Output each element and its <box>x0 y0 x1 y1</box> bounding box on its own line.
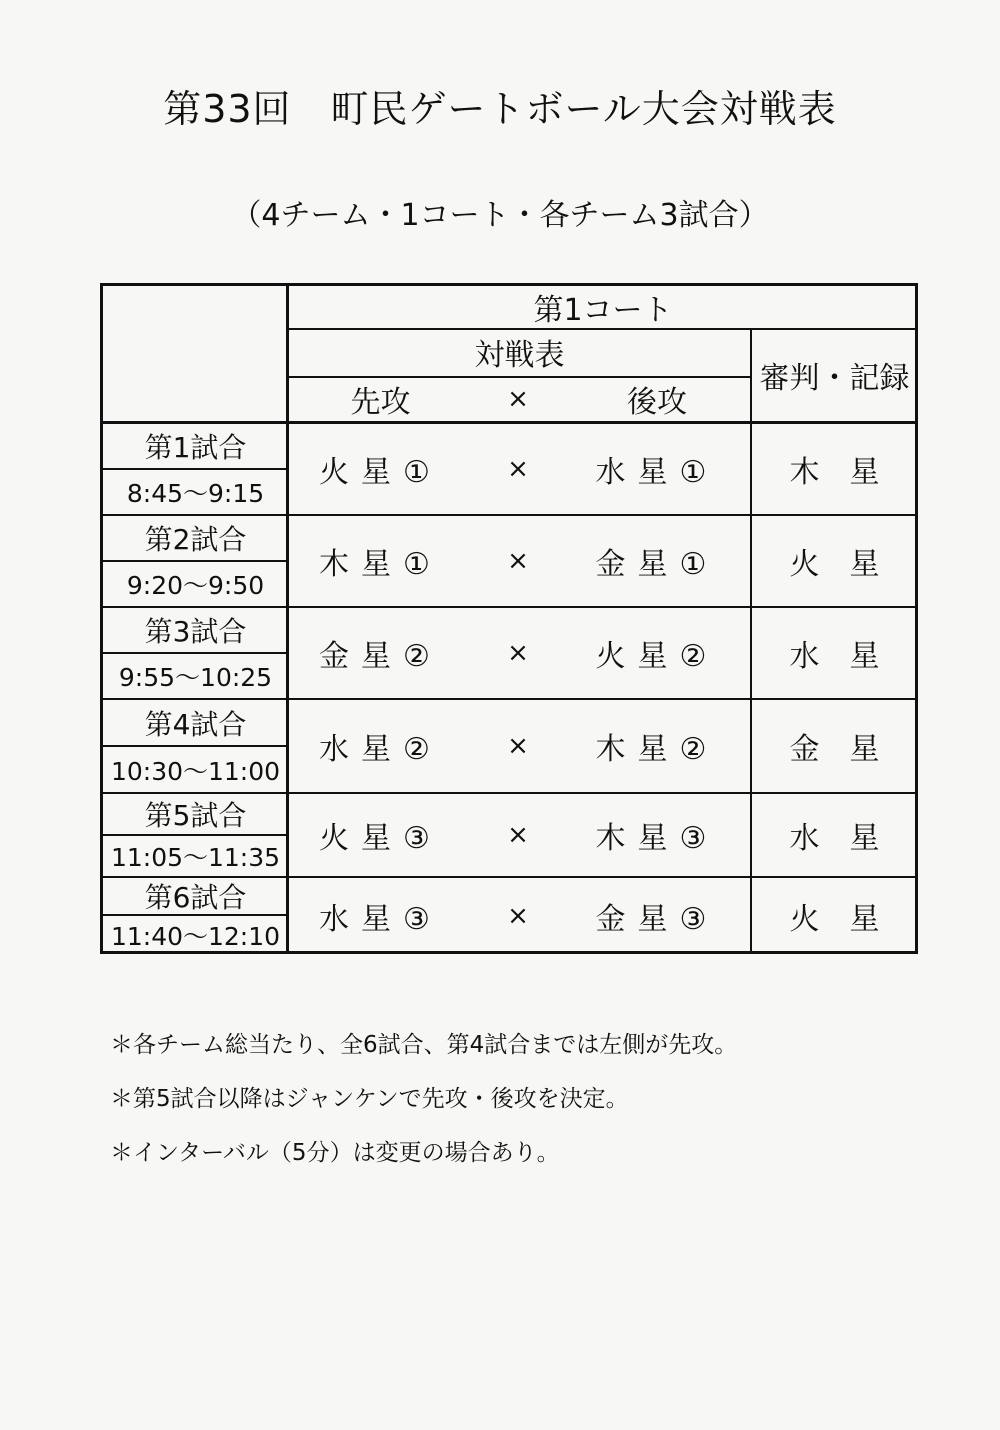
game-time: 8:45～9:15 <box>126 479 265 508</box>
time-divider <box>103 745 288 747</box>
note-item: ＊インターバル（5分）は変更の場合あり。 <box>110 1140 560 1166</box>
referee-header: 審判・記録 <box>759 361 910 396</box>
first-attack-header: 先攻 <box>350 385 411 420</box>
note-item: ＊第5試合以降はジャンケンで先攻・後攻を決定。 <box>110 1086 629 1112</box>
column-divider <box>286 286 289 954</box>
time-divider <box>103 652 288 654</box>
vs-mark: × <box>507 546 529 576</box>
first-team: 金星② <box>319 639 442 674</box>
referee-team: 水星 <box>789 821 910 856</box>
second-team: 木星③ <box>595 821 719 856</box>
referee-team: 火星 <box>789 901 910 937</box>
header-divider <box>103 421 918 424</box>
row-divider <box>103 698 918 700</box>
second-team: 金星③ <box>595 901 719 937</box>
game-time: 9:55～10:25 <box>118 663 273 692</box>
first-team: 水星② <box>319 732 442 767</box>
time-divider <box>103 914 288 916</box>
court-header: 第1コート <box>533 293 673 328</box>
second-attack-header: 後攻 <box>627 385 687 420</box>
second-team: 金星① <box>595 547 719 582</box>
game-name: 第6試合 <box>144 881 247 914</box>
notes <box>110 1018 737 1180</box>
referee-team: 水星 <box>789 639 910 674</box>
row-divider <box>288 376 751 378</box>
second-team: 木星② <box>595 732 719 767</box>
page-subtitle: （4チーム・1コート・各チーム3試合） <box>231 198 769 233</box>
game-name: 第5試合 <box>144 799 247 832</box>
schedule-table <box>100 283 918 954</box>
row-divider <box>103 876 918 878</box>
time-divider <box>103 468 288 470</box>
game-time: 11:40～12:10 <box>110 921 281 951</box>
game-name: 第3試合 <box>144 615 247 648</box>
second-team: 水星① <box>595 455 719 490</box>
first-team: 水星③ <box>319 901 442 937</box>
game-time: 9:20～9:50 <box>126 571 265 600</box>
first-team: 木星① <box>319 547 442 582</box>
vs-mark: × <box>507 731 529 761</box>
vs-mark: × <box>507 454 529 484</box>
note-item: ＊各チーム総当たり、全6試合、第4試合までは左側が先攻。 <box>110 1032 738 1058</box>
vs-mark: × <box>507 820 529 850</box>
referee-team: 金星 <box>789 732 910 767</box>
game-name: 第4試合 <box>144 707 247 741</box>
game-name: 第2試合 <box>144 523 247 556</box>
row-divider <box>288 328 918 330</box>
game-time: 11:05～11:35 <box>110 843 281 872</box>
second-team: 火星② <box>595 639 719 674</box>
row-divider <box>103 514 918 516</box>
referee-team: 火星 <box>789 547 910 582</box>
vs-mark: × <box>507 900 529 931</box>
time-divider <box>103 834 288 836</box>
first-team: 火星① <box>319 455 442 490</box>
time-divider <box>103 560 288 562</box>
row-divider <box>103 792 918 794</box>
row-divider <box>103 606 918 608</box>
page-title: 第33回 町民ゲートボール大会対戦表 <box>163 87 837 131</box>
game-time: 10:30～11:00 <box>110 756 281 786</box>
vs-header: × <box>507 384 529 414</box>
game-name: 第1試合 <box>144 431 247 464</box>
vs-mark: × <box>507 638 529 668</box>
referee-team: 木星 <box>789 455 910 490</box>
matchup-header: 対戦表 <box>474 338 565 373</box>
first-team: 火星③ <box>319 821 442 856</box>
